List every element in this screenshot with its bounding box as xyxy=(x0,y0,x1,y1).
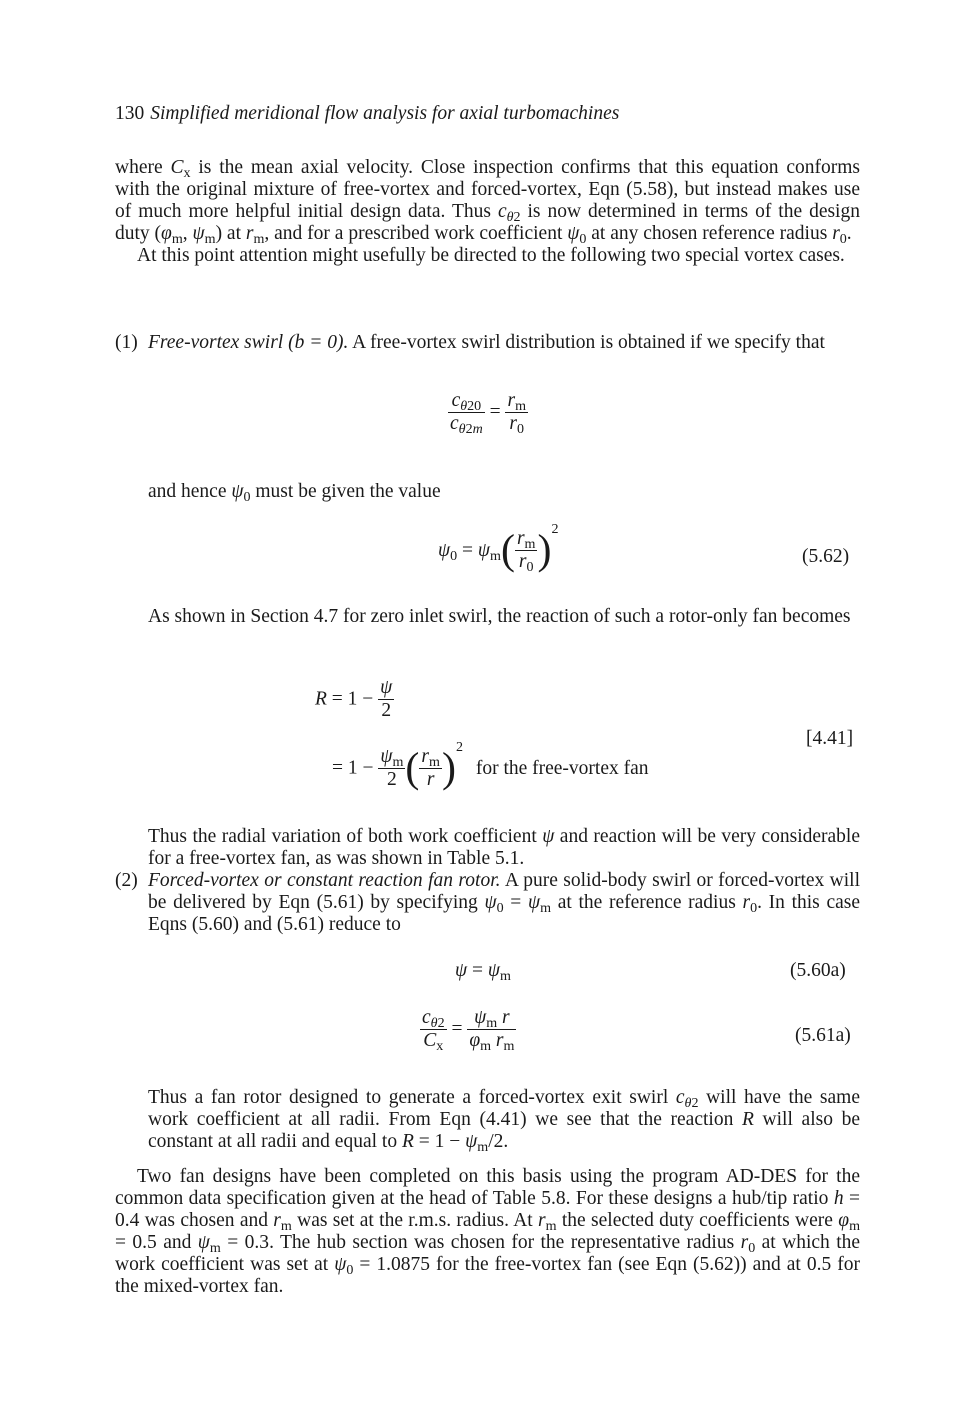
equation-label-5-60a: (5.60a) xyxy=(790,960,846,981)
paragraph-vortex-cases: At this point attention might usefully be directed to the following two special vortex cases. xyxy=(137,245,845,266)
text-thus-radial: Thus the radial variation of both work coefficient ψ and reaction will be very considerable for a free-vortex fan, as was shown in Table 5.1. xyxy=(148,826,860,869)
item-title: Forced-vortex or constant reaction fan rotor. xyxy=(148,870,501,891)
text-as-shown: As shown in Section 4.7 for zero inlet swirl, the reaction of such a rotor-only fan becomes xyxy=(148,606,851,627)
item-title: Free-vortex swirl (b = 0). xyxy=(148,332,349,353)
equation-label-5-61a: (5.61a) xyxy=(795,1025,851,1046)
text-thus-fan-rotor: Thus a fan rotor designed to generate a forced-vortex exit swirl $c_{\theta 2}$ will have the same work coefficient at all radii. From Eqn (4.41) we see that the reaction R will also be constant at all radii and equal to $R = 1 - \psi_m/2$. xyxy=(148,1087,861,1155)
equation-5-60a: $\psi = \psi_m$ xyxy=(455,960,511,984)
list-item-forced-vortex: (2) Forced-vortex or constant reaction fan rotor. A pure solid-body swirl or forced-vortex will be delivered by Eqn (5.61) by specifying $\psi_0 = \psi_m$ at the reference radius $r_0$. In this case Eqns (5.60) and (5.61) reduce to xyxy=(115,870,860,935)
equation-5-62: $\psi_0 = \psi_m$( $\frac{r_m}{r_0}$ )$^2$ xyxy=(438,520,559,575)
text-and-hence: and hence $\psi_0$ must be given the value xyxy=(148,481,441,505)
equation-label-4-41: [4.41] xyxy=(806,728,854,749)
equation-swirl-ratio: $\frac{c_{\theta 20}}{c_{\theta 2m}}$ = $\frac{r_m}{r_0}$ xyxy=(450,390,526,437)
list-item-free-vortex: (1) Free-vortex swirl (b = 0). A free-vortex swirl distribution is obtained if we specify that xyxy=(115,332,825,353)
paragraph-fan-designs: Two fan designs have been completed on this basis using the program AD-DES for the common data specification given at the head of Table 5.8. For these designs a hub/tip ratio h = 0.4 was chosen and $r_m$ was set at the r.m.s. radius. At $r_m$ the selected duty coefficients were $\varphi_m = 0.5$ and $\psi_m = 0.3$. The hub section was chosen for the representative radius $r_0$ at which the work coefficient was set at $\psi_0 = 1.0875$ for the free-vortex fan (see Eqn (5.62)) and at 0.5 for the mixed-vortex fan. xyxy=(115,1166,861,1297)
equation-label-5-62: (5.62) xyxy=(802,546,850,567)
equation-4-41-line2: = 1 − $\frac{\psi_m}{2}$ ( $\frac{r_m}{r}$ )$^2$ for the free-vortex fan xyxy=(332,738,649,792)
page-number: 130 xyxy=(115,103,145,124)
running-header xyxy=(115,103,619,125)
running-title: Simplified meridional flow analysis for axial turbomachines xyxy=(150,103,620,124)
equation-5-61a: $\frac{c_{\theta 2}}{C_x}$ = $\frac{\psi_m r}{\varphi_m r_m}$ xyxy=(422,1007,515,1054)
paragraph-intro: where $C_x$ is the mean axial velocity. Close inspection confirms that this equation conforms with the original mixture of free-vortex and forced-vortex, Eqn (5.58), but instead makes use of much more helpful initial design data. Thus $c_{\theta 2}$ is now determined in terms of the design duty ($\varphi_m$, $\psi_m$) at $r_m$, and for a prescribed work coefficient $\psi_0$ at any chosen reference radius $r_0$. At this point attention might usefully be directed to the following two special vortex cases. xyxy=(115,157,860,266)
equation-4-41-line1: R = 1 − $\frac{\psi}{2}$ xyxy=(315,677,393,721)
